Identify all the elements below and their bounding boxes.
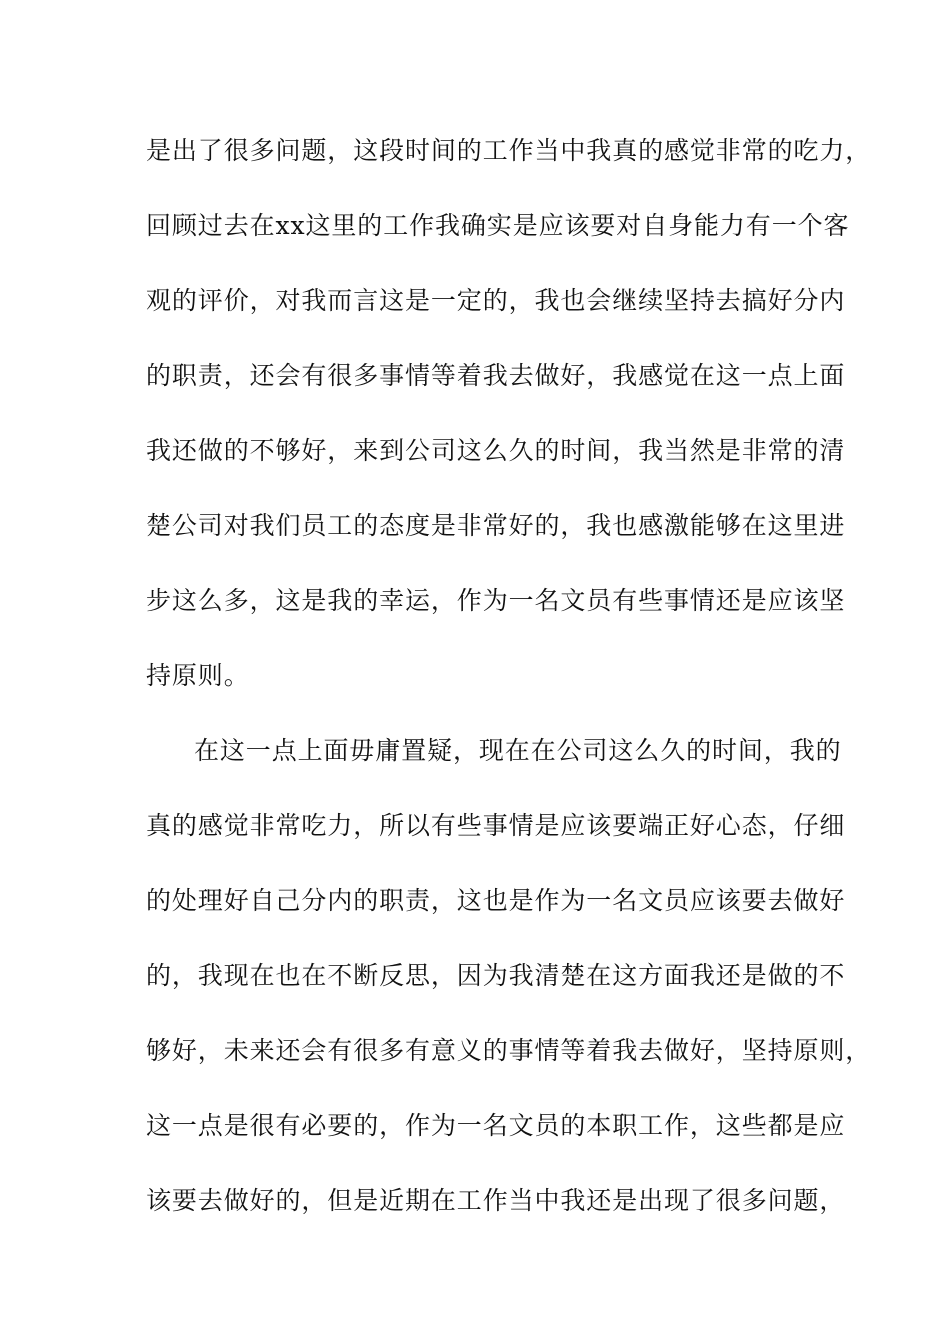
text-line: 该要去做好的，但是近期在工作当中我还是出现了很多问题， bbox=[146, 1186, 846, 1215]
text-line: 观的评价，对我而言这是一定的，我也会继续坚持去搞好分内 bbox=[146, 286, 846, 315]
text-line: 持原则。 bbox=[146, 661, 250, 690]
text-line: 的，我现在也在不断反思，因为我清楚在这方面我还是做的不 bbox=[146, 961, 846, 990]
text-line: 的处理好自己分内的职责，这也是作为一名文员应该要去做好 bbox=[146, 886, 846, 915]
text-line: 真的感觉非常吃力，所以有些事情是应该要端正好心态，仔细 bbox=[146, 811, 846, 840]
document-body bbox=[146, 128, 872, 1253]
text-line: 回顾过去在xx这里的工作我确实是应该要对自身能力有一个客 bbox=[146, 211, 850, 240]
paragraph-first-line: 在这一点上面毋庸置疑，现在在公司这么久的时间，我的 bbox=[194, 736, 842, 765]
text-line: 这一点是很有必要的，作为一名文员的本职工作，这些都是应 bbox=[146, 1111, 846, 1140]
text-line: 楚公司对我们员工的态度是非常好的，我也感激能够在这里进 bbox=[146, 511, 846, 540]
text-line: 是出了很多问题，这段时间的工作当中我真的感觉非常的吃力， bbox=[146, 136, 872, 165]
text-line: 的职责，还会有很多事情等着我去做好，我感觉在这一点上面 bbox=[146, 361, 846, 390]
text-line: 步这么多，这是我的幸运，作为一名文员有些事情还是应该坚 bbox=[146, 586, 846, 615]
text-line: 够好，未来还会有很多有意义的事情等着我去做好，坚持原则， bbox=[146, 1036, 872, 1065]
text-line: 我还做的不够好，来到公司这么久的时间，我当然是非常的清 bbox=[146, 436, 846, 465]
